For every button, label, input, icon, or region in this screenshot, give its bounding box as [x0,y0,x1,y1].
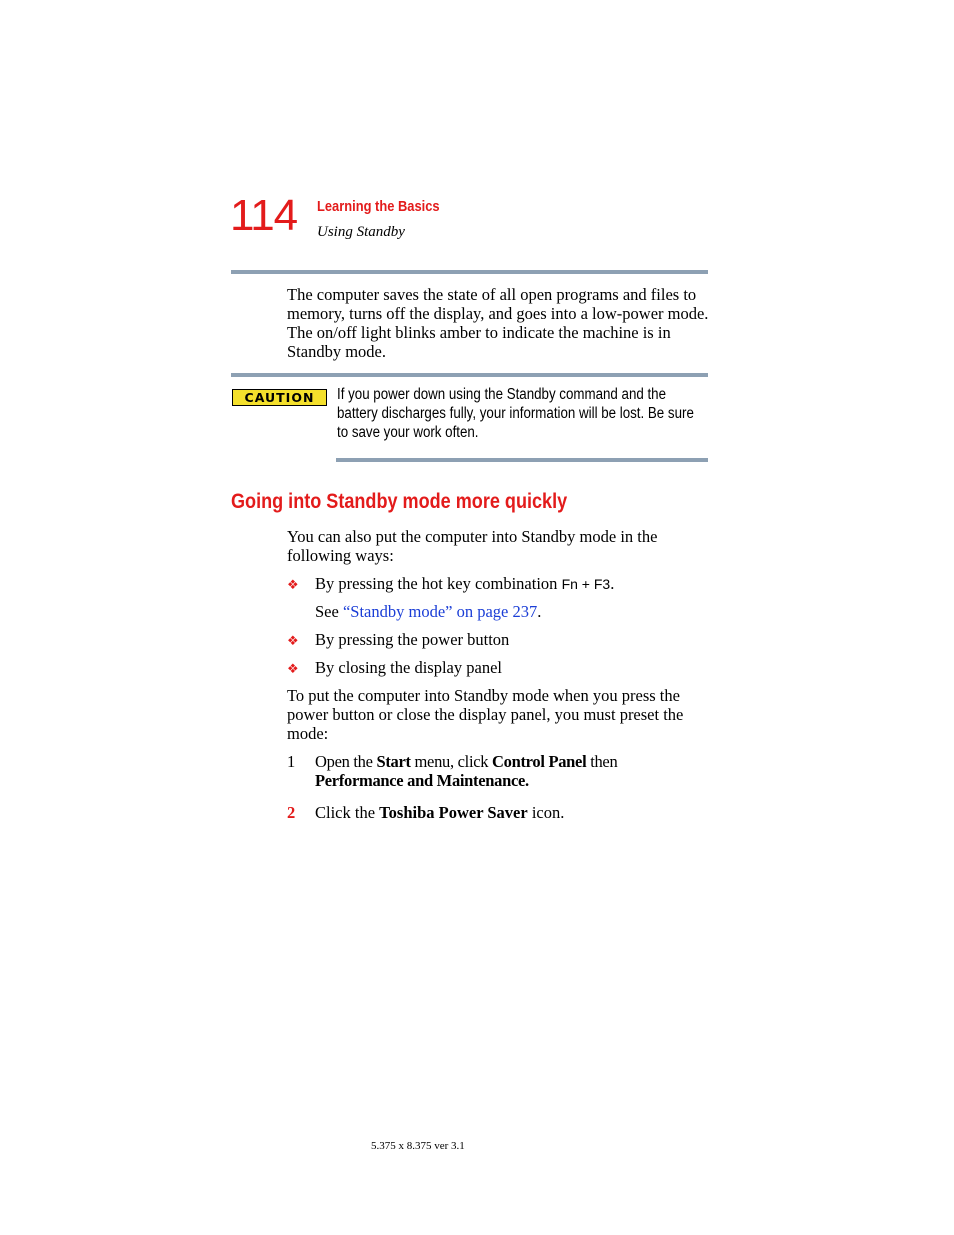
step-bold: Start [376,752,411,771]
section-heading: Going into Standby mode more quickly [231,490,568,513]
step-text: Open the [315,752,377,771]
bullet-icon: ❖ [287,577,299,592]
see-prefix: See [315,602,343,621]
step-text: then [586,752,618,771]
page-number: 114 [230,191,298,240]
list-item [287,574,615,594]
bullet-icon: ❖ [287,633,299,648]
standby-mode-link[interactable]: “Standby mode” on page 237 [342,602,538,621]
step-text: menu, click [410,752,493,771]
paragraph-preset: To put the computer into Standby mode when you press the power button or close the display panel, you must preset the mode: [287,686,684,743]
divider-caution-top [231,373,708,377]
chapter-title: Learning the Basics [317,198,440,215]
intro-paragraph: The computer saves the state of all open programs and files to memory, turns off the display, and goes into a low-power mode. The on/off light blinks amber to indicate the machine is in Standby mode. [287,285,709,361]
page-footer: 5.375 x 8.375 ver 3.1 [371,1140,465,1152]
paragraph-ways: You can also put the computer into Standby mode in the following ways: [287,527,658,565]
list-item-text: By pressing the hot key combination [315,574,562,593]
list-item [287,658,502,678]
caution-badge: CAUTION [232,389,327,406]
see-end: . [537,602,542,621]
see-reference [315,602,541,621]
step-number: 1 [287,752,296,771]
step-bold: Control Panel [492,752,587,771]
step-bold: Toshiba Power Saver [379,803,528,822]
divider-caution-bottom [336,458,708,462]
list-item-text: By closing the display panel [315,658,502,677]
step-text: icon. [527,803,565,822]
hotkey: Fn + F3 [561,576,611,592]
caution-text: If you power down using the Standby command and the battery discharges fully, your information will be lost. Be sure to save your work often. [337,386,694,441]
list-item-text: By pressing the power button [315,630,510,649]
bullet-icon: ❖ [287,661,299,676]
step-number: 2 [287,803,296,822]
step-bold: Performance and Maintenance. [315,771,529,790]
list-item [287,630,510,650]
section-title: Using Standby [317,224,405,240]
step-text: Click the [315,803,380,822]
divider-top [231,270,708,274]
list-item-end: . [610,574,615,593]
